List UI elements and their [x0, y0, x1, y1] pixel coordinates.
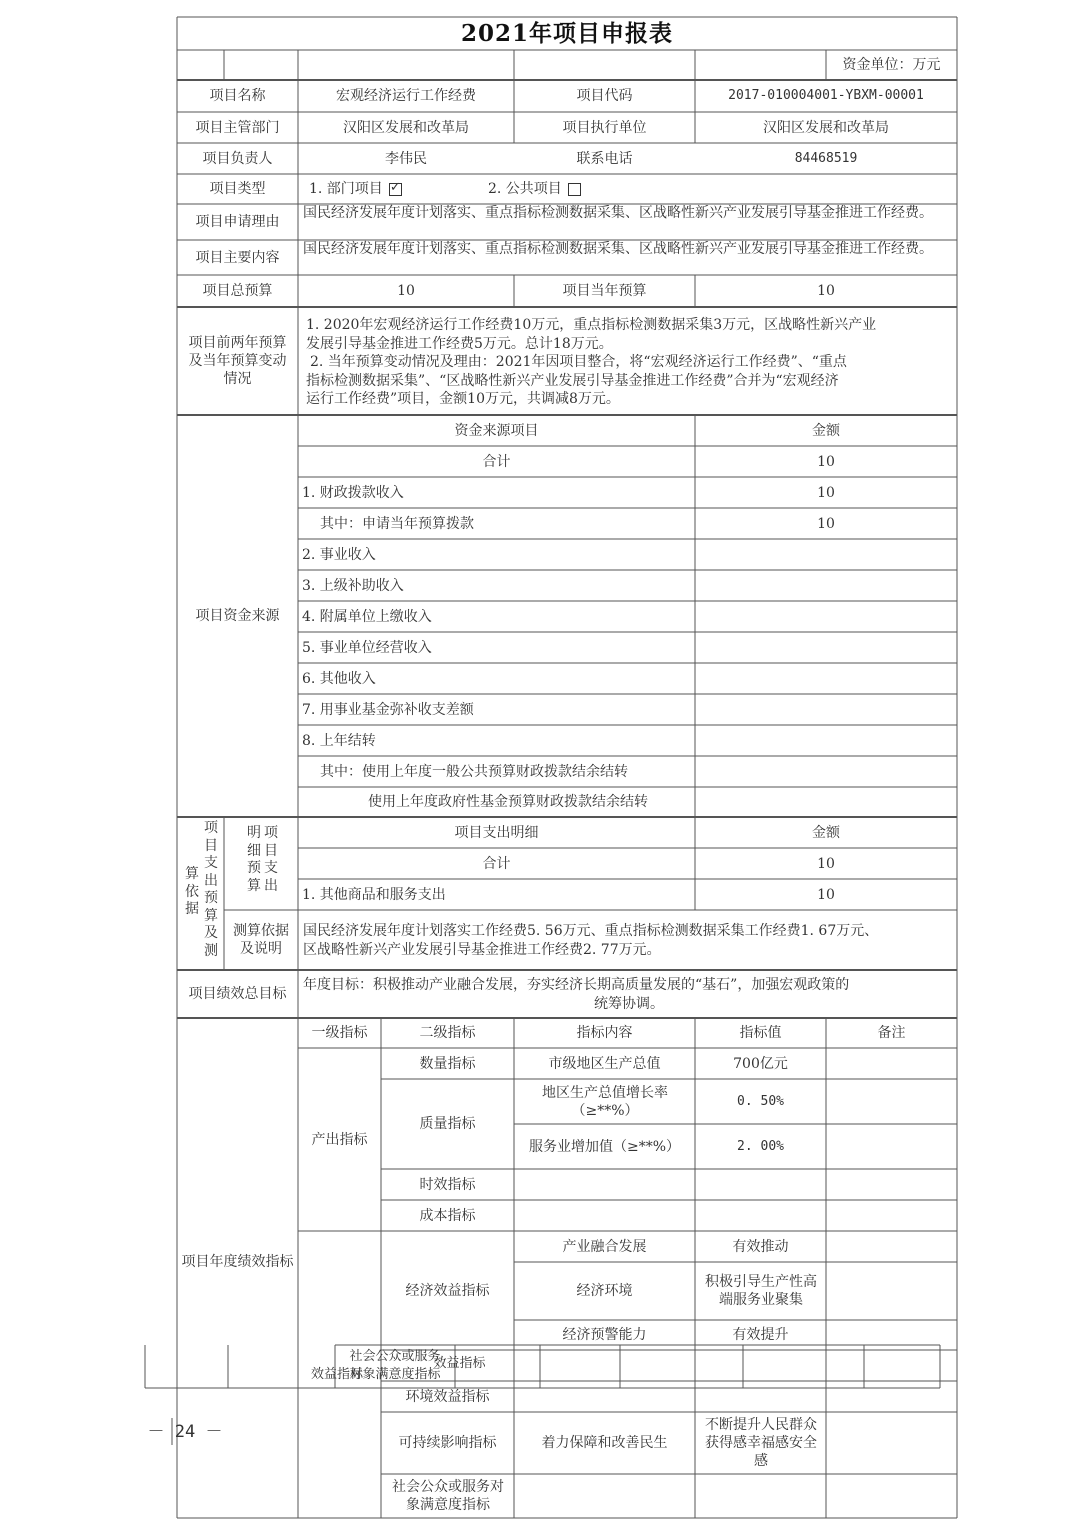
page-number: － 24 －: [147, 1422, 223, 1442]
phone-label: 联系电话: [576, 150, 633, 167]
type-option-public[interactable]: [484, 174, 684, 204]
expense-row-amount: 10: [817, 886, 835, 903]
funding-row-item: 其中：使用上年度一般公共预算财政拨款结余结转: [320, 763, 628, 780]
phone-value: 84468519: [794, 150, 858, 166]
funding-row-item: 其中：申请当年预算拨款: [320, 515, 474, 532]
perf-e2-value: 积极引导生产性高端服务业聚集: [705, 1274, 817, 1308]
funding-row-amount: 10: [817, 515, 835, 532]
dept-value: 汉阳区发展和改革局: [343, 119, 469, 136]
type-option-public-label: 2. 公共项目: [488, 181, 562, 197]
funding-row-item: 2. 事业收入: [302, 546, 376, 563]
perf-e2-content: 经济环境: [576, 1283, 633, 1299]
project-code-value: 2017-010004001-YBXM-00001: [728, 88, 924, 103]
perf-q1-value: 0. 50%: [737, 1093, 784, 1109]
funding-col-source: 资金来源项目: [454, 422, 539, 439]
expense-row-item: 1. 其他商品和服务支出: [302, 886, 446, 903]
project-code-label: 项目代码: [576, 88, 633, 104]
reason-label: 项目申请理由: [195, 214, 280, 230]
funding-row-item: 合计: [482, 453, 511, 470]
goal-text: [303, 976, 955, 1013]
expense-detail-label: 明项细目预支算出: [247, 825, 281, 894]
perf-q2-value: 2. 00%: [737, 1138, 784, 1154]
perf-label: 项目年度绩效指标: [181, 1254, 294, 1270]
content-label: 项目主要内容: [195, 249, 280, 266]
perf-output-label: 产出指标: [311, 1131, 368, 1148]
prior-label: [179, 334, 296, 388]
basis-text-line: 国民经济发展年度计划落实工作经费5. 56万元、重点指标检测数据采集工作经费1. 67万元、: [303, 923, 879, 939]
perf-qty-content: 市级地区生产总值: [548, 1055, 661, 1072]
total-budget-value: 10: [397, 283, 415, 299]
perf-sustain-value: 不断提升人民群众获得感幸福感安全感: [705, 1417, 817, 1469]
expense-col-amount: 金额: [812, 824, 840, 841]
type-label: 项目类型: [209, 181, 266, 197]
perf-sustain-content: 着力保障和改善民生: [541, 1435, 668, 1451]
total-budget-label: 项目总预算: [202, 283, 273, 299]
overlay-text-a: 社会公众或服务: [349, 1349, 441, 1364]
perf-quality-label: 质量指标: [419, 1116, 476, 1132]
prior-text-line: 指标检测数据采集”、“区战略性新兴产业发展引导基金推进工作经费”合并为“宏观经济: [306, 372, 839, 389]
perf-cost-label: 成本指标: [419, 1207, 476, 1224]
unit-note: 资金单位：万元: [842, 57, 941, 73]
expense-row-amount: 10: [817, 855, 835, 872]
perf-header-content: 指标内容: [576, 1025, 633, 1041]
owner-label: 项目负责人: [202, 150, 273, 167]
perf-timely-label: 时效指标: [419, 1176, 476, 1193]
basis-text: [303, 922, 955, 959]
perf-satisfaction-label: 社会公众或服务对象满意度指标: [392, 1479, 504, 1513]
checkbox-checked-icon[interactable]: [389, 183, 402, 196]
perf-e3-content: 经济预警能力: [562, 1327, 647, 1343]
perf-e1-value: 有效推动: [732, 1238, 789, 1255]
project-name-label: 项目名称: [209, 88, 266, 104]
prior-text-line: 运行工作经费”项目，金额10万元，共调减8万元。: [306, 391, 620, 407]
perf-env-label: 环境效益指标: [405, 1388, 490, 1405]
perf-q2-content: 服务业增加值（≥**%）: [528, 1138, 681, 1155]
overlay-text-d: 效益指标: [310, 1367, 363, 1382]
perf-econ-label: 经济效益指标: [405, 1282, 490, 1299]
expense-outer-label-b: 算依据: [185, 866, 199, 917]
basis-label-line: 测算依据: [233, 923, 289, 939]
goal-label: 项目绩效总目标: [188, 986, 287, 1002]
content-value: 国民经济发展年度计划落实、重点指标检测数据采集、区战略性新兴产业发展引导基金推进工作经费。: [303, 241, 933, 257]
funding-row-item: 1. 财政拨款收入: [302, 484, 404, 501]
basis-label-line: 及说明: [240, 941, 282, 957]
perf-e3-value: 有效提升: [732, 1327, 789, 1343]
goal-text-line: 统筹协调。: [594, 995, 664, 1012]
perf-header-l1: 一级指标: [311, 1025, 368, 1041]
perf-e1-content: 产业融合发展: [562, 1238, 647, 1255]
expense-col-detail: 项目支出明细: [454, 824, 539, 841]
perf-header-l2: 二级指标: [419, 1025, 476, 1041]
project-name-value: 宏观经济运行工作经费: [336, 88, 476, 104]
basis-text-line: 区战略性新兴产业发展引导基金推进工作经费2. 77万元。: [303, 941, 661, 958]
checkbox-empty-icon[interactable]: [568, 183, 581, 196]
funding-row-item: 6. 其他收入: [302, 670, 376, 687]
funding-row-item: 4. 附属单位上缴收入: [302, 608, 432, 625]
exec-unit-value: 汉阳区发展和改革局: [763, 119, 889, 136]
overlay-text-b: 效益指标: [433, 1356, 486, 1371]
funding-row-item: 7. 用事业基金弥补收支差额: [302, 701, 474, 718]
prior-label-line: 及当年预算变动: [188, 353, 287, 369]
prior-text: [306, 316, 956, 409]
perf-header-value: 指标值: [739, 1025, 782, 1041]
type-option-dept[interactable]: [305, 174, 505, 204]
funding-row-item: 使用上年度政府性基金预算财政拨款结余结转: [368, 794, 648, 810]
year-budget-label: 项目当年预算: [562, 283, 647, 299]
type-option-dept-label: 1. 部门项目: [309, 181, 383, 197]
year-budget-value: 10: [817, 283, 835, 299]
perf-header-note: 备注: [877, 1025, 906, 1041]
overlay-text-c: 对象满意度指标: [349, 1367, 441, 1382]
prior-label-line: 项目前两年预算: [188, 335, 287, 351]
funding-row-item: 3. 上级补助收入: [302, 577, 404, 594]
goal-text-line: 年度目标：积极推动产业融合发展，夯实经济长期高质量发展的“基石”，加强宏观政策的: [303, 977, 850, 993]
page-title: 2021年项目申报表: [460, 19, 673, 47]
prior-label-line: 情况: [223, 371, 252, 387]
funding-row-amount: 10: [817, 453, 835, 470]
reason-value: 国民经济发展年度计划落实、重点指标检测数据采集、区战略性新兴产业发展引导基金推进工作经费。: [303, 205, 933, 221]
prior-text-line: 2. 当年预算变动情况及理由：2021年因项目整合，将“宏观经济运行工作经费”、“重点: [310, 354, 847, 370]
owner-value: 李伟民: [385, 150, 427, 167]
prior-text-line: 1. 2020年宏观经济运行工作经费10万元，重点指标检测数据采集3万元，区战略性新兴产业: [306, 317, 877, 333]
basis-label: [226, 922, 296, 958]
prior-text-line: 发展引导基金推进工作经费5万元。总计18万元。: [306, 335, 613, 352]
perf-q1-content: 地区生产总值增长率（≥**%）: [542, 1084, 668, 1119]
funding-col-amount: 金额: [812, 422, 840, 439]
perf-qty-value: 700亿元: [733, 1055, 788, 1072]
exec-unit-label: 项目执行单位: [562, 119, 647, 136]
funding-row-item: 8. 上年结转: [302, 732, 376, 749]
perf-sustain-label: 可持续影响指标: [398, 1435, 497, 1451]
expense-outer-label-a: 项目支出预算及测: [204, 820, 218, 959]
perf-qty-label: 数量指标: [419, 1055, 476, 1072]
funding-label: 项目资金来源: [195, 608, 280, 624]
expense-row-item: 合计: [482, 855, 511, 872]
dept-label: 项目主管部门: [195, 119, 280, 136]
funding-row-item: 5. 事业单位经营收入: [302, 639, 432, 656]
funding-row-amount: 10: [817, 484, 835, 501]
